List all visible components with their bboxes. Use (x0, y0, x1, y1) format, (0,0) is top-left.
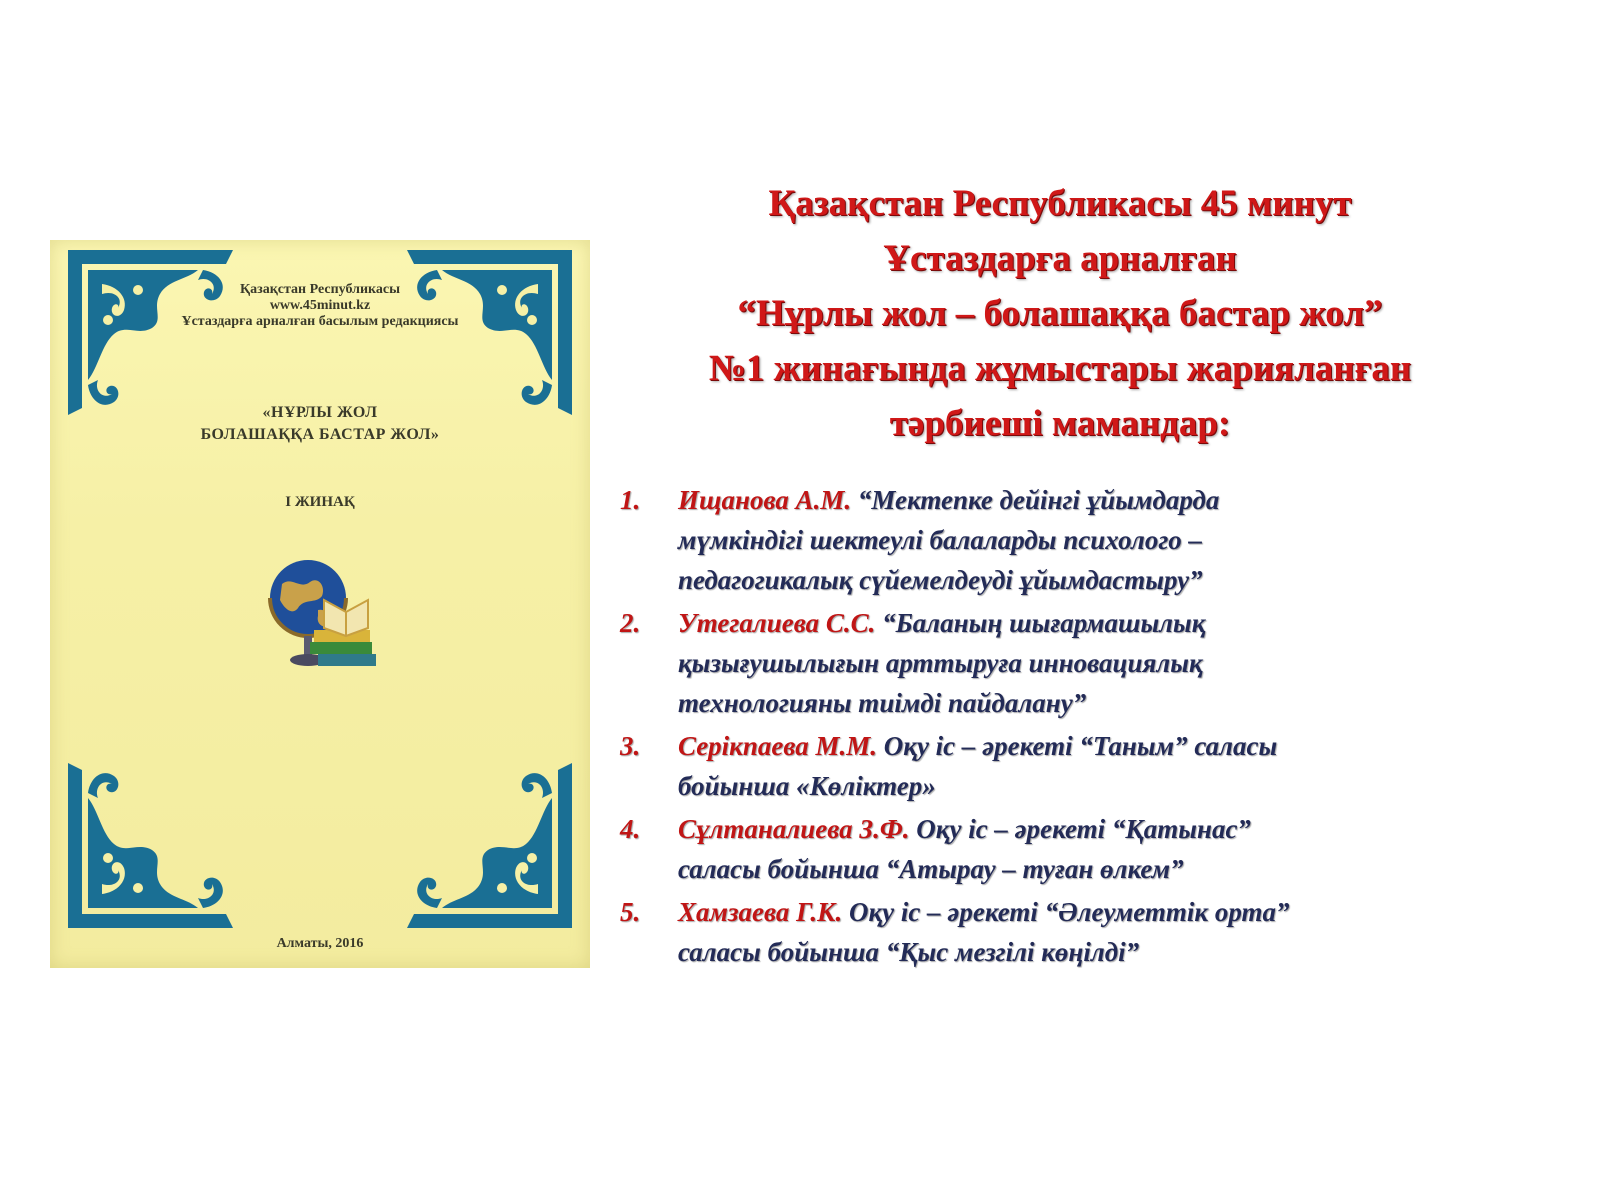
item-text-line: “Баланың шығармашылық (882, 608, 1206, 638)
ornament-corner-icon (68, 758, 238, 928)
globe-and-books-icon (260, 550, 380, 680)
item-number: 2. (620, 608, 641, 638)
title-line: №1 жинағында жұмыстары жарияланған (708, 348, 1412, 389)
list-item (620, 603, 1520, 723)
item-text-line: саласы бойынша “Қыс мезгілі көңілді” (678, 937, 1140, 967)
cover-publisher-line: www.45minut.kz (269, 298, 371, 313)
item-number: 5. (620, 897, 641, 927)
cover-publisher (50, 282, 590, 330)
item-author: Утегалиева С.С. (678, 608, 876, 638)
item-text-line: педагогикалық сүйемелдеуді ұйымдастыру” (678, 565, 1203, 595)
item-text-line: Оқу іс – әрекеті “Қатынас” (916, 814, 1251, 844)
item-text-line: технологияны тиімді пайдалану” (678, 688, 1087, 718)
item-number: 1. (620, 485, 641, 515)
item-text-line: қызығушылығын арттыруға инновациялық (678, 648, 1203, 678)
item-number: 3. (620, 731, 641, 761)
item-text-line: бойынша «Көліктер» (678, 771, 936, 801)
item-text-line: мүмкіндігі шектеулі балаларды психолого – (678, 525, 1203, 555)
title-line: тәрбиеші мамандар: (889, 403, 1231, 444)
item-text-line: Оқу іс – әрекеті “Таным” саласы (883, 731, 1278, 761)
ornament-corner-icon (68, 250, 238, 420)
item-text-line: Оқу іс – әрекеті “Әлеуметтік орта” (849, 897, 1290, 927)
cover-title-line: БОЛАШАҚҚА БАСТАР ЖОЛ» (200, 426, 440, 443)
cover-publisher-line: Қазақстан Республикасы (239, 282, 401, 297)
book-cover-image (50, 240, 590, 968)
list-item (620, 726, 1520, 806)
title-line: “Нұрлы жол – болашаққа бастар жол” (737, 293, 1383, 334)
cover-title-line: «НҰРЛЫ ЖОЛ (262, 404, 378, 421)
item-text-line: “Мектепке дейінгі ұйымдарда (857, 485, 1220, 515)
title-line: Қазақстан Республикасы 45 минут (768, 183, 1352, 224)
title-line: Ұстаздарға арналған (883, 238, 1237, 279)
item-number: 4. (620, 814, 641, 844)
item-author: Хамзаева Г.К. (678, 897, 843, 927)
author-list (620, 480, 1520, 975)
ornament-corner-icon (402, 250, 572, 420)
item-author: Серікпаева М.М. (678, 731, 878, 761)
item-author: Сұлтаналиева З.Ф. (678, 814, 910, 844)
cover-publisher-line: Ұстаздарға арналған басылым редакциясы (181, 314, 459, 329)
item-text-line: саласы бойынша “Атырау – туған өлкем” (678, 854, 1184, 884)
list-item (620, 892, 1520, 972)
cover-volume: І ЖИНАҚ (285, 494, 355, 510)
list-item (620, 480, 1520, 600)
item-author: Ищанова А.М. (678, 485, 852, 515)
cover-title (50, 402, 590, 446)
list-item (620, 809, 1520, 889)
page-title (610, 176, 1510, 451)
ornament-corner-icon (402, 758, 572, 928)
cover-city-year: Алматы, 2016 (276, 936, 364, 951)
